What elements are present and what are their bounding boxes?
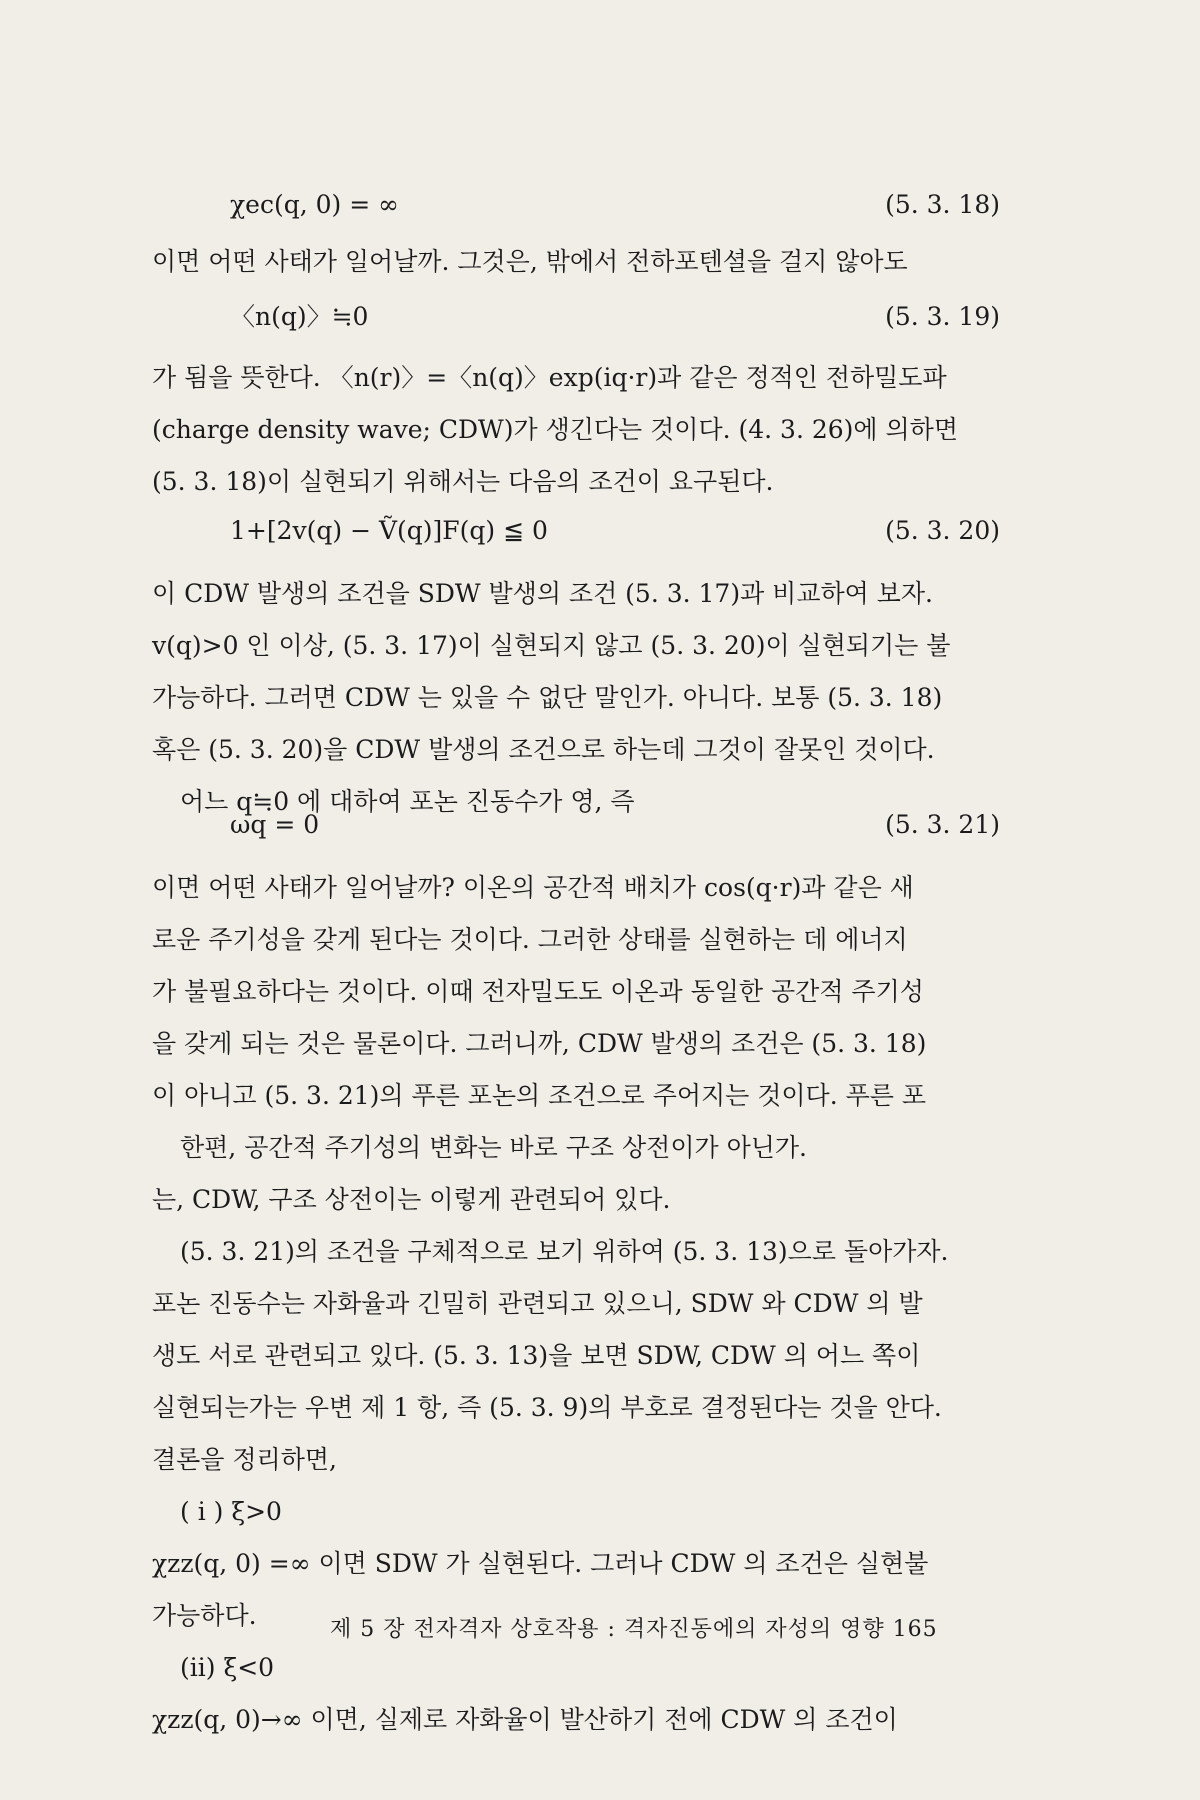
text-line: 혹은 (5. 3. 20)을 CDW 발생의 조건으로 하는데 그것이 잘못인 것이다. (152, 735, 935, 764)
paragraph-3 (152, 568, 1012, 828)
text-line: 는, CDW, 구조 상전이는 이렇게 관련되어 있다. (152, 1185, 671, 1214)
equation-expression: ωq = 0 (230, 810, 320, 839)
text-line: 을 갖게 되는 것은 물론이다. 그러니까, CDW 발생의 조건은 (5. 3. 18) (152, 1029, 927, 1058)
text-line: (5. 3. 21)의 조건을 구체적으로 보기 위하여 (5. 3. 13)으로 돌아가자. (180, 1237, 949, 1266)
equation-5-3-21 (230, 808, 1000, 842)
text-line: 이면 어떤 사태가 일어날까? 이온의 공간적 배치가 cos(q·r)과 같은 새 (152, 873, 914, 902)
text-line: χzz(q, 0)→∞ 이면, 실제로 자화율이 발산하기 전에 CDW 의 조건이 (152, 1705, 898, 1734)
equation-expression: 〈n(q)〉≒0 (230, 302, 369, 331)
text-line: 이 CDW 발생의 조건을 SDW 발생의 조건 (5. 3. 17)과 비교하여 보자. (152, 579, 933, 608)
equation-expression: χec(q, 0) = ∞ (230, 190, 399, 219)
page-footer: 제 5 장 전자격자 상호작용 : 격자진동에의 자성의 영향 165 (330, 1617, 938, 1642)
equation-number: (5. 3. 21) (885, 810, 1000, 839)
text-line: 로운 주기성을 갖게 된다는 것이다. 그러한 상태를 실현하는 데 에너지 (152, 925, 908, 954)
text-line: 생도 서로 관련되고 있다. (5. 3. 13)을 보면 SDW, CDW 의 어느 쪽이 (152, 1341, 921, 1370)
paragraph-2 (152, 352, 1012, 508)
text-line: 가 불필요하다는 것이다. 이때 전자밀도도 이온과 동일한 공간적 주기성 (152, 977, 924, 1006)
text-line: 가능하다. (152, 1601, 257, 1630)
equation-5-3-20 (230, 514, 1000, 548)
text-line: 이면 어떤 사태가 일어날까. 그것은, 밖에서 전하포텐셜을 걸지 않아도 (152, 247, 908, 276)
text-line: (5. 3. 18)이 실현되기 위해서는 다음의 조건이 요구된다. (152, 467, 774, 496)
text-line: 어느 q≒0 에 대하여 포논 진동수가 영, 즉 (180, 787, 635, 816)
text-line: (charge density wave; CDW)가 생긴다는 것이다. (4. 3. 26)에 의하면 (152, 415, 958, 444)
text-line: 이 아니고 (5. 3. 21)의 푸른 포논의 조건으로 주어지는 것이다. 푸른 포 (152, 1081, 926, 1110)
equation-5-3-19 (230, 300, 1000, 334)
text-line: (ii) ξ<0 (180, 1653, 275, 1682)
text-line: 가능하다. 그러면 CDW 는 있을 수 없단 말인가. 아니다. 보통 (5. 3. 18) (152, 683, 943, 712)
text-line: 포논 진동수는 자화율과 긴밀히 관련되고 있으니, SDW 와 CDW 의 발 (152, 1289, 923, 1318)
text-line: χzz(q, 0) =∞ 이면 SDW 가 실현된다. 그러나 CDW 의 조건은 실현불 (152, 1549, 929, 1578)
text-line: 한편, 공간적 주기성의 변화는 바로 구조 상전이가 아닌가. (180, 1133, 807, 1162)
text-line: v(q)>0 인 이상, (5. 3. 17)이 실현되지 않고 (5. 3. 20)이 실현되기는 불 (152, 631, 951, 660)
paragraph-1 (152, 236, 1012, 288)
text-line: 실현되는가는 우변 제 1 항, 즉 (5. 3. 9)의 부호로 결정된다는 것을 안다. (152, 1393, 942, 1422)
equation-expression: 1+[2v(q) − Ṽ(q)]F(q) ≦ 0 (230, 516, 548, 545)
equation-number: (5. 3. 19) (885, 302, 1000, 331)
equation-number: (5. 3. 18) (885, 190, 1000, 219)
text-line: ( i ) ξ>0 (180, 1497, 282, 1526)
text-line: 결론을 정리하면, (152, 1445, 337, 1474)
text-line: 가 됨을 뜻한다. 〈n(r)〉=〈n(q)〉exp(iq·r)과 같은 정적인 전하밀도파 (152, 363, 947, 392)
equation-5-3-18 (230, 188, 1000, 222)
equation-number: (5. 3. 20) (885, 516, 1000, 545)
